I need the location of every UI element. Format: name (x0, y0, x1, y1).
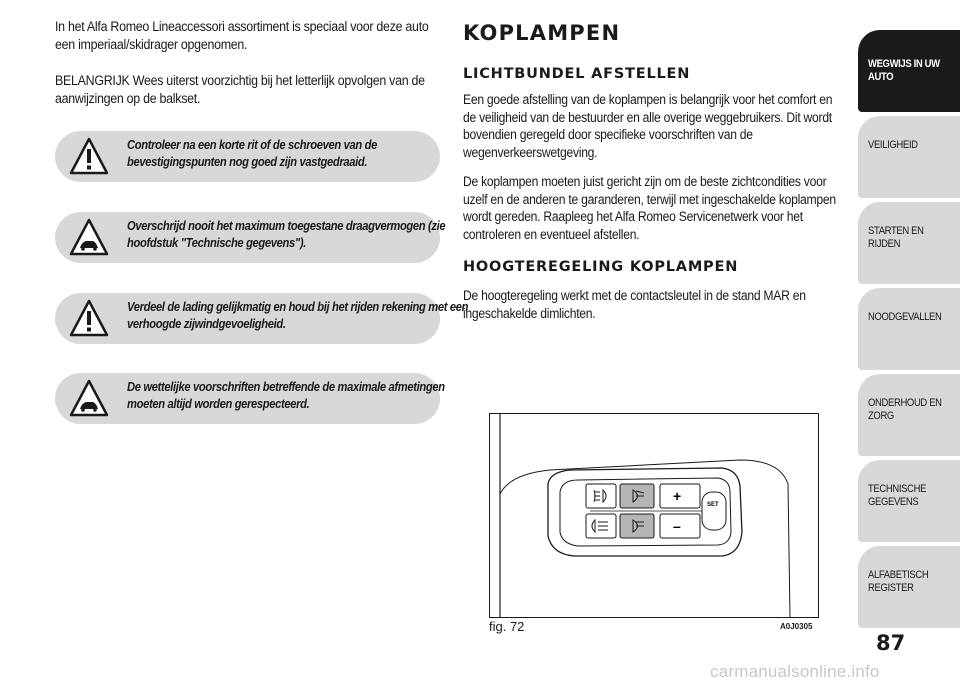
watermark: carmanualsonline.info (710, 662, 880, 681)
subheading-lichtbundel: LICHTBUNDEL AFSTELLEN (463, 66, 691, 82)
warning-box-4 (55, 373, 445, 424)
car-warning-icon (69, 379, 109, 417)
section-heading: KOPLAMPEN (463, 21, 621, 45)
tab-veiligheid[interactable] (858, 116, 960, 198)
tab-label: ALFABETISCH REGISTER (868, 569, 929, 594)
tab-label: NOODGEVALLEN (868, 311, 942, 323)
warning-box-1 (55, 131, 440, 182)
tab-wegwijs[interactable] (858, 30, 960, 112)
set-label: SET (707, 502, 719, 508)
subheading-hoogteregeling: HOOGTEREGELING KOPLAMPEN (463, 259, 739, 275)
warning-box-2 (55, 212, 446, 263)
warning-text-2: Overschrijd nooit het maximum toegestane draagvermogen (zie hoofdstuk "Technische gegevens"). (127, 218, 446, 250)
warning-triangle-icon (69, 137, 109, 175)
tab-onderhoud[interactable] (858, 374, 960, 456)
tab-technische[interactable] (858, 460, 960, 542)
body-paragraph-3: De hoogteregeling werkt met de contactsleutel in de stand MAR en ingeschakelde dimlichten. (463, 288, 806, 321)
figure-code: A0J0305 (780, 622, 813, 631)
warning-text-1: Controleer na een korte rit of de schroeven van de bevestigingspunten nog goed zijn vastgedraaid. (127, 137, 377, 169)
minus-label: – (673, 518, 681, 534)
warning-text-3: Verdeel de lading gelijkmatig en houd bij het rijden rekening met een verhoogde zijwindgevoeligheid. (127, 299, 469, 331)
body-paragraph-2: De koplampen moeten juist gericht zijn om de beste zichtcondities voor uzelf en de anderen te garanderen, terwijl met ingeschakelde koplampen wordt gereden. Raapleeg het Alfa Romeo Servicenetwerk voor het controleren en eventueel afstellen. (463, 174, 836, 242)
tab-label: TECHNISCHE GEGEVENS (868, 483, 927, 508)
tab-label: WEGWIJS IN UW AUTO (868, 58, 940, 83)
tab-alfabetisch[interactable] (858, 546, 960, 628)
tab-noodgevallen[interactable] (858, 288, 960, 370)
headlight-panel-illustration (490, 414, 818, 617)
tab-label: VEILIGHEID (868, 139, 918, 151)
warning-triangle-icon (69, 299, 109, 337)
warning-text-4: De wettelijke voorschriften betreffende de maximale afmetingen moeten altijd worden gerespecteerd. (127, 379, 445, 411)
warning-box-3 (55, 293, 469, 344)
intro-paragraph-2: BELANGRIJK Wees uiterst voorzichtig bij het letterlijk opvolgen van de aanwijzingen op de balkset. (55, 73, 425, 106)
tab-starten[interactable] (858, 202, 960, 284)
figure-headlight-switch (489, 413, 819, 618)
page-number: 87 (876, 631, 906, 655)
figure-caption: fig. 72 (489, 619, 525, 634)
body-paragraph-1: Een goede afstelling van de koplampen is belangrijk voor het comfort en de veiligheid van de bestuurder en alle overige weggebruikers. Dit wordt bovendien geregeld door specifieke voorschriften van de wegenverkeerswetgeving. (463, 92, 833, 160)
plus-label: + (673, 488, 682, 504)
tab-label: ONDERHOUD EN ZORG (868, 397, 942, 422)
car-warning-icon (69, 218, 109, 256)
intro-paragraph-1: In het Alfa Romeo Lineaccessori assortiment is speciaal voor deze auto een imperiaal/skidrager opgenomen. (55, 19, 429, 52)
tab-label: STARTEN EN RIJDEN (868, 225, 924, 250)
